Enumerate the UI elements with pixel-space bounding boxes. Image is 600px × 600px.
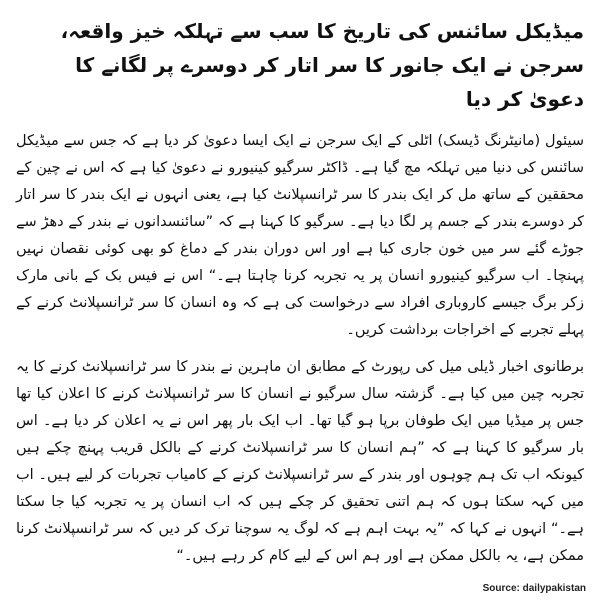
article-paragraph-1: سیئول (مانیٹرنگ ڈیسک) اٹلی کے ایک سرجن نے ایک ایسا دعویٰ کر دیا ہے کہ جس سے میڈیکل سائنس کی دنیا میں تہلکہ مچ گیا ہے۔ ڈاکٹر سرگیو کینیورو نے دعویٰ کیا ہے کہ اس نے چین کے محققین کے ساتھ مل کر ایک بندر کا سر ٹرانسپلانٹ کیا ہے، یعنی انہوں نے ایک بندر کا سر اتار کر دوسرے بندر کے جسم پر لگا دیا ہے۔ سرگیو کا کہنا ہے کہ ”سائنسدانوں نے بندر کے دھڑ سے جوڑے گئے سر میں خون جاری کیا ہے اور اس دوران بندر کے دماغ کو بھی کوئی نقصان نہیں پہنچا۔ اب سرگیو کینیورو انسان پر یہ تجربہ کرنا چاہتا ہے۔“ اس نے فیس بک کے بانی مارک زکر برگ جیسے کاروباری افراد سے درخواست کی ہے کہ وہ انسان کا سر ٹرانسپلانٹ کرنے کے پہلے تجربے کے اخراجات برداشت کریں۔ — [16, 133, 584, 338]
article-paragraph-2: برطانوی اخبار ڈیلی میل کی رپورٹ کے مطابق ان ماہرین نے بندر کا سر ٹرانسپلانٹ کرنے کا یہ تجربہ چین میں کیا ہے۔ گزشتہ سال سرگیو نے انسان کا سر ٹرانسپلانٹ کرنے کا اعلان کیا تھا جس پر میڈیا میں ایک طوفان برپا ہو گیا تھا۔ اب ایک بار پھر اس نے یہ اعلان کر دیا ہے۔ اس بار سرگیو کا کہنا ہے کہ ”ہم انسان کا سر ٹرانسپلانٹ کرنے کے بالکل قریب پہنچ چکے ہیں کیونکہ اب تک ہم چوہوں اور بندر کے سر ٹرانسپلانٹ کرنے کے کامیاب تجربات کر لیے ہیں۔ اب میں کہہ سکتا ہوں کہ ہم اتنی تحقیق کر چکے ہیں کہ اب انسان پر یہ تجربہ کیا جا سکتا ہے۔“ انہوں نے کہا کہ ”یہ بہت اہم ہے کہ لوگ یہ سوچنا ترک کر دیں کہ سر ٹرانسپلانٹ کرنا ممکن ہے، یہ بالکل ممکن ہے اور ہم اس کے لیے کام کر رہے ہیں۔“ — [16, 359, 584, 564]
source-credit: Source: dailypakistan — [482, 583, 586, 594]
article-headline: میڈیکل سائنس کی تاریخ کا سب سے تہلکہ خیز واقعہ، سرجن نے ایک جانور کا سر اتار کر دوسرے پر لگانے کا دعویٰ کر دیا — [60, 19, 584, 111]
